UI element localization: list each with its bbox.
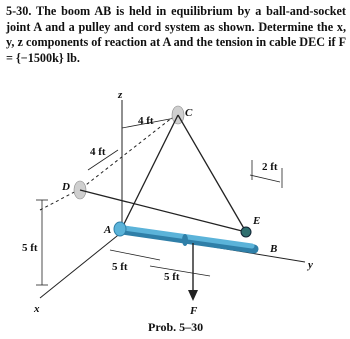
dim-5ft-b (150, 266, 210, 276)
force-f-arrowhead (188, 290, 198, 301)
problem-number: 5-30. (6, 4, 32, 18)
label-b: B (270, 243, 278, 255)
label-z: z (118, 89, 123, 101)
label-f: F (190, 305, 198, 317)
collar (182, 234, 188, 246)
cables (80, 115, 246, 232)
label-4ft-top: 4 ft (138, 115, 154, 127)
label-y: y (308, 259, 313, 271)
pulley-e (241, 227, 251, 237)
label-5ft-vert: 5 ft (22, 242, 38, 254)
cable-ca (122, 115, 178, 228)
x-axis (40, 232, 122, 298)
boom-ab (114, 222, 254, 249)
label-e: E (253, 215, 261, 227)
label-5ft-a: 5 ft (112, 261, 128, 273)
label-5ft-b: 5 ft (164, 271, 180, 283)
dim-2ft (250, 175, 280, 182)
dim-5ft-a (110, 250, 160, 260)
label-4ft-left: 4 ft (90, 146, 106, 158)
problem-body: The boom AB is held in equilibrium by a ball-and-socket joint A and a pulley and cord system as shown. Determine the x, y, z components of reaction at A and the tension in cable DEC if F = {−1500k} lb. (6, 4, 347, 65)
dimensions (36, 118, 282, 285)
label-d: D (62, 181, 70, 193)
label-x: x (34, 303, 40, 315)
cable-ce (178, 115, 246, 232)
label-c: C (185, 107, 193, 119)
force-f (188, 243, 198, 301)
label-2ft: 2 ft (262, 161, 278, 173)
figure-caption: Prob. 5–30 (148, 320, 204, 334)
label-a: A (104, 224, 112, 236)
ball-socket-a (114, 222, 126, 236)
